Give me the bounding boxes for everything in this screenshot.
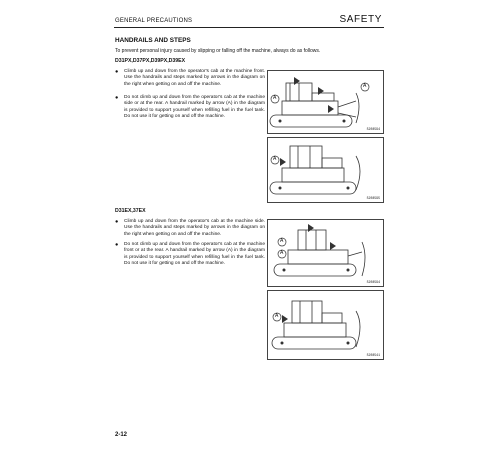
dozer-illustration [268,71,383,133]
dozer-illustration [268,220,383,286]
dozer-illustration [268,291,383,359]
figure-dozer-rear-1 [267,137,384,203]
bullet-dot: ● [115,95,119,101]
figure-marker: A [363,83,367,89]
bullet-1-1 [115,69,265,88]
bullet-text: Climb up and down from the operator's cab at the machine front. Use the handrails and steps marked by arrows in the diagram on the right when getting on and off the machine. [124,69,265,87]
bullet-text: Climb up and down from the operator's cab at the machine side. Use the handrails and steps marked by arrows in the diagram on the right when getting on and off the machine. [124,219,265,237]
bullet-text: Do not climb up and down from the operator's cab at the machine front or at the rear. A handrail marked by arrow (A) in the diagram is provided to support yourself when refilling fuel in the fuel tank. Do not use it for getting on and off the machine. [124,242,265,267]
dozer-illustration [268,138,383,202]
figure-code: SJ08594 [366,127,380,131]
section-title: HANDRAILS AND STEPS [115,37,191,44]
bullet-2-1 [115,219,265,238]
bullet-1-2 [115,95,265,121]
bullet-2-2 [115,242,265,268]
figure-marker: A [280,238,284,244]
bullet-dot: ● [115,219,119,225]
bullet-dot: ● [115,69,119,75]
bullet-text: Do not climb up and down from the operator's cab at the machine side or at the rear. A handrail marked by arrow (A) in the diagram is provided to support yourself when refilling fuel in the fuel tank. Do not use it for getting on and off the machine. [124,95,265,120]
figure-marker: A [275,313,279,319]
figure-marker: A [273,95,277,101]
figure-dozer-rear-2 [267,290,384,360]
figure-marker: A [273,156,277,162]
header-section: GENERAL PRECAUTIONS [115,18,193,24]
header-chapter: SAFETY [339,14,382,25]
figure-dozer-side-2 [267,219,384,287]
figure-code: SJ08541 [366,353,380,357]
figure-marker: A [280,250,284,256]
bullet-dot: ● [115,242,119,248]
intro-text: To prevent personal injury caused by slipping or falling off the machine, always do as follows. [115,48,321,54]
figure-code: SJ08595 [366,196,380,200]
figure-dozer-front-1 [267,70,384,134]
models-heading-1: D31PX,D37PX,D39PX,D39EX [115,58,186,64]
page-number: 2-12 [115,432,128,438]
models-heading-2: D31EX,37EX [115,208,146,214]
figure-code: SJ08594 [366,280,380,284]
header-rule [114,27,384,28]
